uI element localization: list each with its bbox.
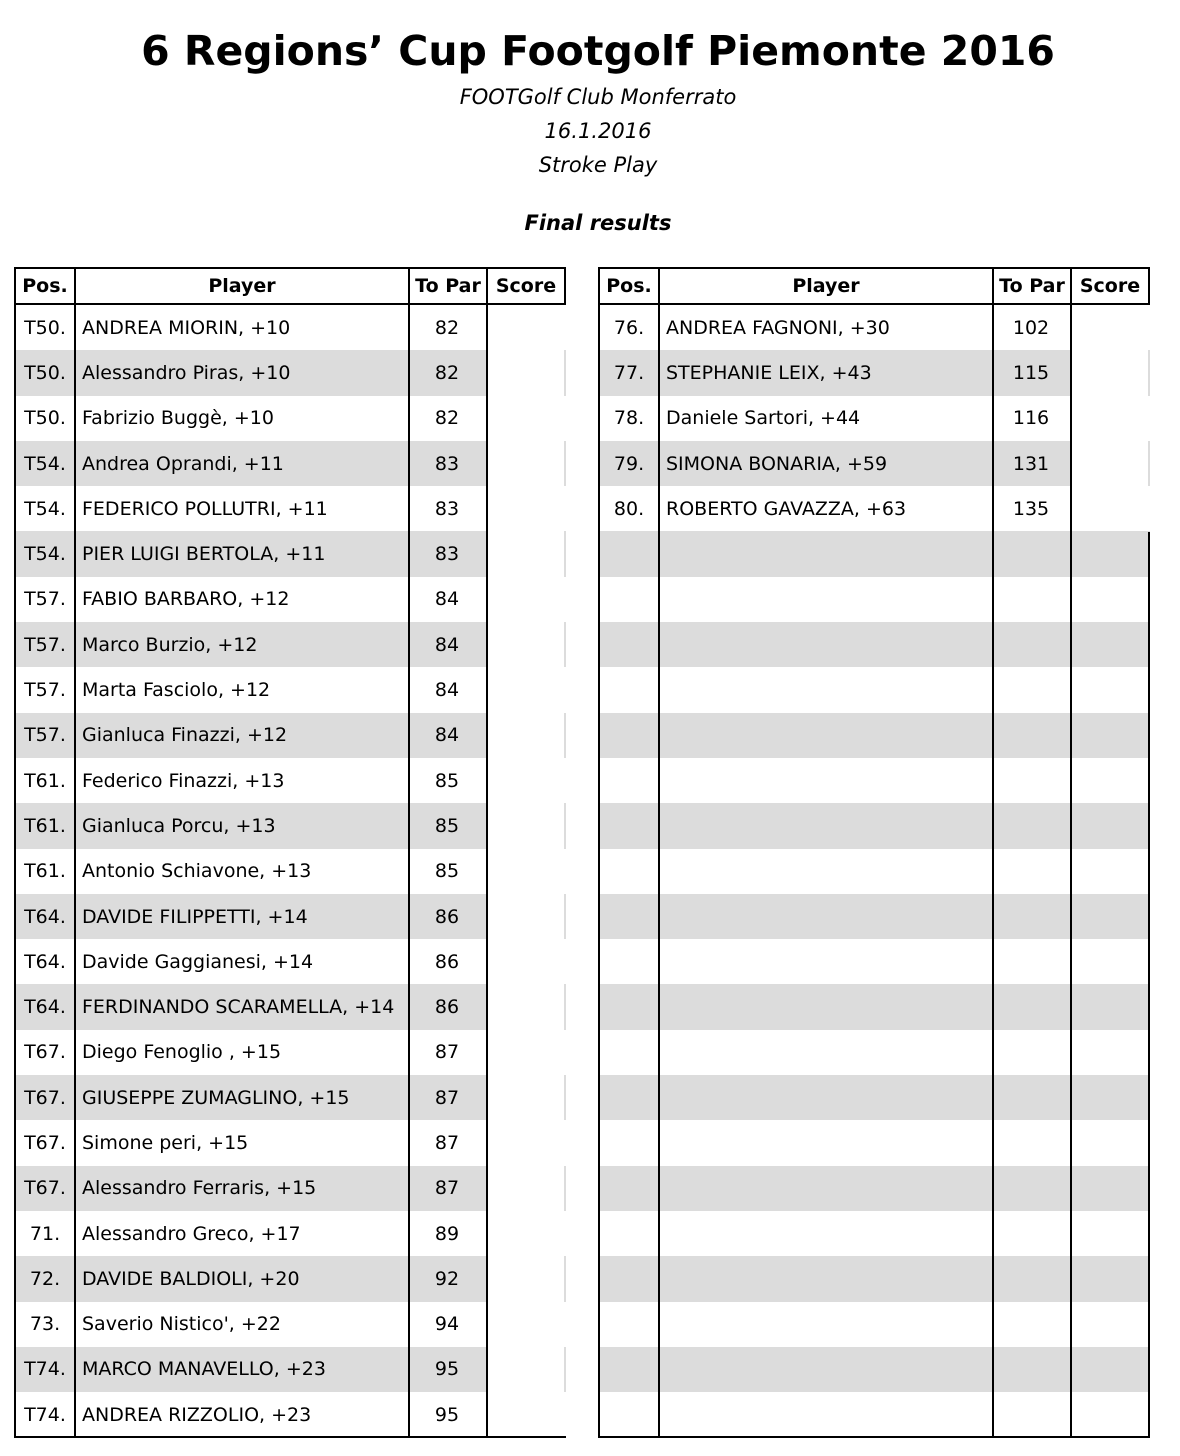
score-cell <box>486 984 564 1029</box>
score-cell <box>486 1030 564 1075</box>
table-row <box>14 1166 566 1211</box>
table-row <box>14 713 566 758</box>
header-player: Player <box>660 269 994 303</box>
score-cell <box>486 486 564 531</box>
player-cell <box>660 894 992 939</box>
pos-cell <box>598 622 660 667</box>
to-par-cell: 116 <box>1012 407 1050 430</box>
table-row <box>14 441 566 486</box>
pos-cell: T67. <box>24 1177 66 1200</box>
player-cell: Federico Finazzi, +13 <box>82 769 285 792</box>
score-cell <box>1070 1256 1148 1301</box>
to-par-cell <box>992 849 1070 894</box>
table-row <box>14 305 566 350</box>
player-cell: ANDREA MIORIN, +10 <box>82 316 291 339</box>
score-cell <box>1070 894 1148 939</box>
player-cell <box>660 577 992 622</box>
player-cell: GIUSEPPE ZUMAGLINO, +15 <box>82 1086 350 1109</box>
table-row <box>14 1392 566 1437</box>
player-cell: Gianluca Finazzi, +12 <box>82 724 288 747</box>
table-row <box>598 894 1150 939</box>
table-row <box>14 803 566 848</box>
score-cell <box>1070 1120 1148 1165</box>
score-cell <box>1070 1392 1148 1437</box>
table-row <box>14 531 566 576</box>
pos-cell: T57. <box>24 633 66 656</box>
player-cell: FABIO BARBARO, +12 <box>82 588 290 611</box>
pos-cell: T50. <box>24 361 66 384</box>
score-cell <box>486 667 564 712</box>
pos-cell <box>598 803 660 848</box>
pos-cell <box>598 713 660 758</box>
table-row <box>598 803 1150 848</box>
column-divider <box>74 305 76 1438</box>
score-cell <box>1070 939 1148 984</box>
to-par-cell: 95 <box>434 1403 460 1426</box>
pos-cell: T50. <box>24 407 66 430</box>
table-row <box>14 622 566 667</box>
table-row <box>14 396 566 441</box>
to-par-cell <box>992 1166 1070 1211</box>
to-par-cell <box>992 1347 1070 1392</box>
table-header <box>598 267 1150 305</box>
column-divider <box>1070 305 1072 1438</box>
results-table-left <box>14 267 566 1438</box>
pos-cell: 79. <box>613 452 645 475</box>
table-row <box>598 1392 1150 1437</box>
pos-cell <box>598 1347 660 1392</box>
table-row <box>598 849 1150 894</box>
column-divider <box>658 305 660 1438</box>
table-body <box>598 305 1150 1438</box>
to-par-cell: 84 <box>434 679 460 702</box>
pos-cell <box>598 984 660 1029</box>
player-cell <box>660 939 992 984</box>
player-cell: MARCO MANAVELLO, +23 <box>82 1358 326 1381</box>
pos-cell: T61. <box>24 769 66 792</box>
table-row <box>598 758 1150 803</box>
table-row <box>14 1256 566 1301</box>
player-cell <box>660 1120 992 1165</box>
table-header <box>14 267 566 305</box>
pos-cell <box>598 667 660 712</box>
pos-cell <box>598 849 660 894</box>
score-cell <box>1070 531 1148 576</box>
table-row <box>598 396 1150 441</box>
score-cell <box>486 939 564 984</box>
player-cell: Marta Fasciolo, +12 <box>82 679 271 702</box>
to-par-cell: 83 <box>434 543 460 566</box>
player-cell: Simone peri, +15 <box>82 1131 249 1154</box>
pos-cell <box>598 1302 660 1347</box>
player-cell: FEDERICO POLLUTRI, +11 <box>82 497 328 520</box>
club-name: FOOTGolf Club Monferrato <box>459 85 737 109</box>
player-cell <box>660 1211 992 1256</box>
pos-cell: 71. <box>29 1222 61 1245</box>
table-row <box>598 441 1150 486</box>
player-cell: STEPHANIE LEIX, +43 <box>666 361 872 384</box>
column-divider <box>992 305 994 1438</box>
score-cell <box>486 441 564 486</box>
pos-cell: T57. <box>24 679 66 702</box>
player-cell: DAVIDE BALDIOLI, +20 <box>82 1267 300 1290</box>
score-cell <box>486 713 564 758</box>
pos-cell <box>598 939 660 984</box>
table-row <box>14 350 566 395</box>
to-par-cell: 131 <box>1012 452 1050 475</box>
header-pos: Pos. <box>600 269 660 303</box>
to-par-cell <box>992 622 1070 667</box>
score-cell <box>486 531 564 576</box>
to-par-cell: 82 <box>434 316 460 339</box>
player-cell: Diego Fenoglio , +15 <box>82 1041 282 1064</box>
table-row <box>14 939 566 984</box>
player-cell <box>660 758 992 803</box>
pos-cell: T64. <box>24 950 66 973</box>
player-cell: Daniele Sartori, +44 <box>666 407 861 430</box>
player-cell: ANDREA FAGNONI, +30 <box>666 316 890 339</box>
player-cell: Antonio Schiavone, +13 <box>82 860 312 883</box>
score-cell <box>486 1347 564 1392</box>
pos-cell: T54. <box>24 543 66 566</box>
player-cell <box>660 1392 992 1437</box>
to-par-cell: 87 <box>434 1131 460 1154</box>
pos-cell <box>598 577 660 622</box>
player-cell <box>660 984 992 1029</box>
pos-cell: 77. <box>613 361 645 384</box>
pos-cell <box>598 1211 660 1256</box>
pos-cell: T64. <box>24 905 66 928</box>
pos-cell: T61. <box>24 814 66 837</box>
section-title: Final results <box>524 211 672 235</box>
pos-cell: T61. <box>24 860 66 883</box>
header-player: Player <box>76 269 410 303</box>
table-row <box>598 1347 1150 1392</box>
score-cell <box>1070 1347 1148 1392</box>
to-par-cell: 115 <box>1012 361 1050 384</box>
player-cell <box>660 667 992 712</box>
to-par-cell: 89 <box>434 1222 460 1245</box>
pos-cell: 73. <box>29 1313 61 1336</box>
score-cell <box>1070 849 1148 894</box>
table-bottom-rule <box>598 1436 1150 1438</box>
score-cell <box>486 1120 564 1165</box>
header-score: Score <box>1072 269 1148 303</box>
to-par-cell: 84 <box>434 588 460 611</box>
to-par-cell: 85 <box>434 769 460 792</box>
table-row <box>598 1030 1150 1075</box>
to-par-cell: 87 <box>434 1177 460 1200</box>
to-par-cell <box>992 1120 1070 1165</box>
score-cell <box>1070 758 1148 803</box>
score-cell <box>1070 486 1148 531</box>
table-row <box>14 758 566 803</box>
to-par-cell: 86 <box>434 905 460 928</box>
player-cell <box>660 1302 992 1347</box>
table-row <box>14 849 566 894</box>
pos-cell: T64. <box>24 996 66 1019</box>
header-pos: Pos. <box>16 269 76 303</box>
pos-cell <box>598 1166 660 1211</box>
player-cell: ROBERTO GAVAZZA, +63 <box>666 497 907 520</box>
pos-cell: 76. <box>613 316 645 339</box>
player-cell <box>660 713 992 758</box>
to-par-cell <box>992 1302 1070 1347</box>
player-cell <box>660 849 992 894</box>
to-par-cell: 84 <box>434 633 460 656</box>
player-cell: ANDREA RIZZOLIO, +23 <box>82 1403 312 1426</box>
table-row <box>598 622 1150 667</box>
to-par-cell: 83 <box>434 452 460 475</box>
table-row <box>598 1166 1150 1211</box>
pos-cell: T74. <box>24 1358 66 1381</box>
score-cell <box>1070 1075 1148 1120</box>
to-par-cell: 87 <box>434 1086 460 1109</box>
score-cell <box>1070 350 1148 395</box>
player-cell: DAVIDE FILIPPETTI, +14 <box>82 905 308 928</box>
player-cell: Marco Burzio, +12 <box>82 633 258 656</box>
player-cell <box>660 622 992 667</box>
table-row <box>14 1211 566 1256</box>
results-table-right <box>598 267 1150 1438</box>
pos-cell: T67. <box>24 1131 66 1154</box>
table-row <box>598 1211 1150 1256</box>
to-par-cell: 92 <box>434 1267 460 1290</box>
column-divider <box>486 305 488 1438</box>
table-row <box>14 486 566 531</box>
to-par-cell <box>992 1256 1070 1301</box>
score-cell <box>486 849 564 894</box>
pos-cell <box>598 1030 660 1075</box>
table-row <box>14 577 566 622</box>
table-row <box>598 713 1150 758</box>
score-cell <box>486 622 564 667</box>
pos-cell <box>598 531 660 576</box>
player-cell <box>660 531 992 576</box>
score-cell <box>1070 667 1148 712</box>
table-row <box>598 350 1150 395</box>
to-par-cell: 94 <box>434 1313 460 1336</box>
to-par-cell <box>992 939 1070 984</box>
header-to-par: To Par <box>410 269 488 303</box>
table-row <box>598 1256 1150 1301</box>
player-cell: Davide Gaggianesi, +14 <box>82 950 314 973</box>
score-cell <box>1070 803 1148 848</box>
to-par-cell <box>992 531 1070 576</box>
player-cell: Fabrizio Buggè, +10 <box>82 407 274 430</box>
player-cell <box>660 1075 992 1120</box>
to-par-cell: 86 <box>434 950 460 973</box>
pos-cell <box>598 894 660 939</box>
to-par-cell: 135 <box>1012 497 1050 520</box>
score-cell <box>1070 984 1148 1029</box>
player-cell <box>660 1347 992 1392</box>
to-par-cell <box>992 1211 1070 1256</box>
score-cell <box>486 305 564 350</box>
pos-cell: T54. <box>24 452 66 475</box>
player-cell: Alessandro Piras, +10 <box>82 361 291 384</box>
table-row <box>598 984 1150 1029</box>
column-divider <box>1148 532 1150 1438</box>
player-cell <box>660 1256 992 1301</box>
pos-cell: T67. <box>24 1086 66 1109</box>
play-format: Stroke Play <box>538 153 658 177</box>
pos-cell: 72. <box>29 1267 61 1290</box>
player-cell: Andrea Oprandi, +11 <box>82 452 284 475</box>
to-par-cell <box>992 1075 1070 1120</box>
table-row <box>14 1302 566 1347</box>
score-cell <box>486 1075 564 1120</box>
to-par-cell <box>992 713 1070 758</box>
to-par-cell: 86 <box>434 996 460 1019</box>
table-row <box>14 1075 566 1120</box>
to-par-cell: 85 <box>434 814 460 837</box>
score-cell <box>486 1392 564 1437</box>
score-cell <box>1070 441 1148 486</box>
score-cell <box>486 1302 564 1347</box>
to-par-cell <box>992 667 1070 712</box>
to-par-cell: 87 <box>434 1041 460 1064</box>
to-par-cell <box>992 758 1070 803</box>
score-cell <box>486 1211 564 1256</box>
pos-cell: T57. <box>24 724 66 747</box>
to-par-cell <box>992 894 1070 939</box>
player-cell <box>660 803 992 848</box>
pos-cell: 80. <box>613 497 645 520</box>
to-par-cell: 102 <box>1012 316 1050 339</box>
pos-cell: T74. <box>24 1403 66 1426</box>
pos-cell: T57. <box>24 588 66 611</box>
table-row <box>598 667 1150 712</box>
column-divider <box>598 305 600 1438</box>
score-cell <box>1070 1302 1148 1347</box>
score-cell <box>1070 396 1148 441</box>
player-cell: PIER LUIGI BERTOLA, +11 <box>82 543 326 566</box>
pos-cell <box>598 1392 660 1437</box>
score-cell <box>486 803 564 848</box>
score-cell <box>1070 305 1148 350</box>
player-cell <box>660 1030 992 1075</box>
score-cell <box>1070 1166 1148 1211</box>
table-row <box>598 1120 1150 1165</box>
player-cell: Saverio Nistico', +22 <box>82 1313 281 1336</box>
score-cell <box>1070 1211 1148 1256</box>
to-par-cell <box>992 1392 1070 1437</box>
player-cell: Alessandro Greco, +17 <box>82 1222 301 1245</box>
to-par-cell: 82 <box>434 361 460 384</box>
score-cell <box>486 1166 564 1211</box>
table-bottom-rule <box>14 1436 566 1438</box>
pos-cell: T54. <box>24 497 66 520</box>
header-to-par: To Par <box>994 269 1072 303</box>
pos-cell: T67. <box>24 1041 66 1064</box>
to-par-cell <box>992 1030 1070 1075</box>
to-par-cell <box>992 803 1070 848</box>
player-cell: SIMONA BONARIA, +59 <box>666 452 888 475</box>
player-cell <box>660 1166 992 1211</box>
to-par-cell: 84 <box>434 724 460 747</box>
table-row <box>14 1120 566 1165</box>
to-par-cell <box>992 577 1070 622</box>
table-row <box>14 894 566 939</box>
score-cell <box>486 396 564 441</box>
table-row <box>598 939 1150 984</box>
to-par-cell <box>992 984 1070 1029</box>
pos-cell: T50. <box>24 316 66 339</box>
table-row <box>598 1075 1150 1120</box>
pos-cell <box>598 1075 660 1120</box>
table-row <box>14 1347 566 1392</box>
score-cell <box>1070 713 1148 758</box>
table-row <box>598 305 1150 350</box>
table-row <box>598 531 1150 576</box>
player-cell: Gianluca Porcu, +13 <box>82 814 276 837</box>
score-cell <box>1070 1030 1148 1075</box>
table-row <box>598 577 1150 622</box>
score-cell <box>486 350 564 395</box>
header-score: Score <box>488 269 564 303</box>
to-par-cell: 85 <box>434 860 460 883</box>
pos-cell: 78. <box>613 407 645 430</box>
table-row <box>14 667 566 712</box>
column-divider <box>408 305 410 1438</box>
table-row <box>14 1030 566 1075</box>
column-divider <box>14 305 16 1438</box>
pos-cell <box>598 1120 660 1165</box>
pos-cell <box>598 758 660 803</box>
score-cell <box>486 1256 564 1301</box>
event-date: 16.1.2016 <box>544 119 652 143</box>
to-par-cell: 82 <box>434 407 460 430</box>
score-cell <box>1070 622 1148 667</box>
score-cell <box>486 894 564 939</box>
table-body <box>14 305 566 1438</box>
player-cell: FERDINANDO SCARAMELLA, +14 <box>82 996 395 1019</box>
table-row <box>598 486 1150 531</box>
score-cell <box>486 577 564 622</box>
player-cell: Alessandro Ferraris, +15 <box>82 1177 317 1200</box>
table-row <box>14 984 566 1029</box>
pos-cell <box>598 1256 660 1301</box>
score-cell <box>486 758 564 803</box>
page-title: 6 Regions’ Cup Footgolf Piemonte 2016 <box>141 27 1055 75</box>
table-row <box>598 1302 1150 1347</box>
to-par-cell: 95 <box>434 1358 460 1381</box>
score-cell <box>1070 577 1148 622</box>
to-par-cell: 83 <box>434 497 460 520</box>
